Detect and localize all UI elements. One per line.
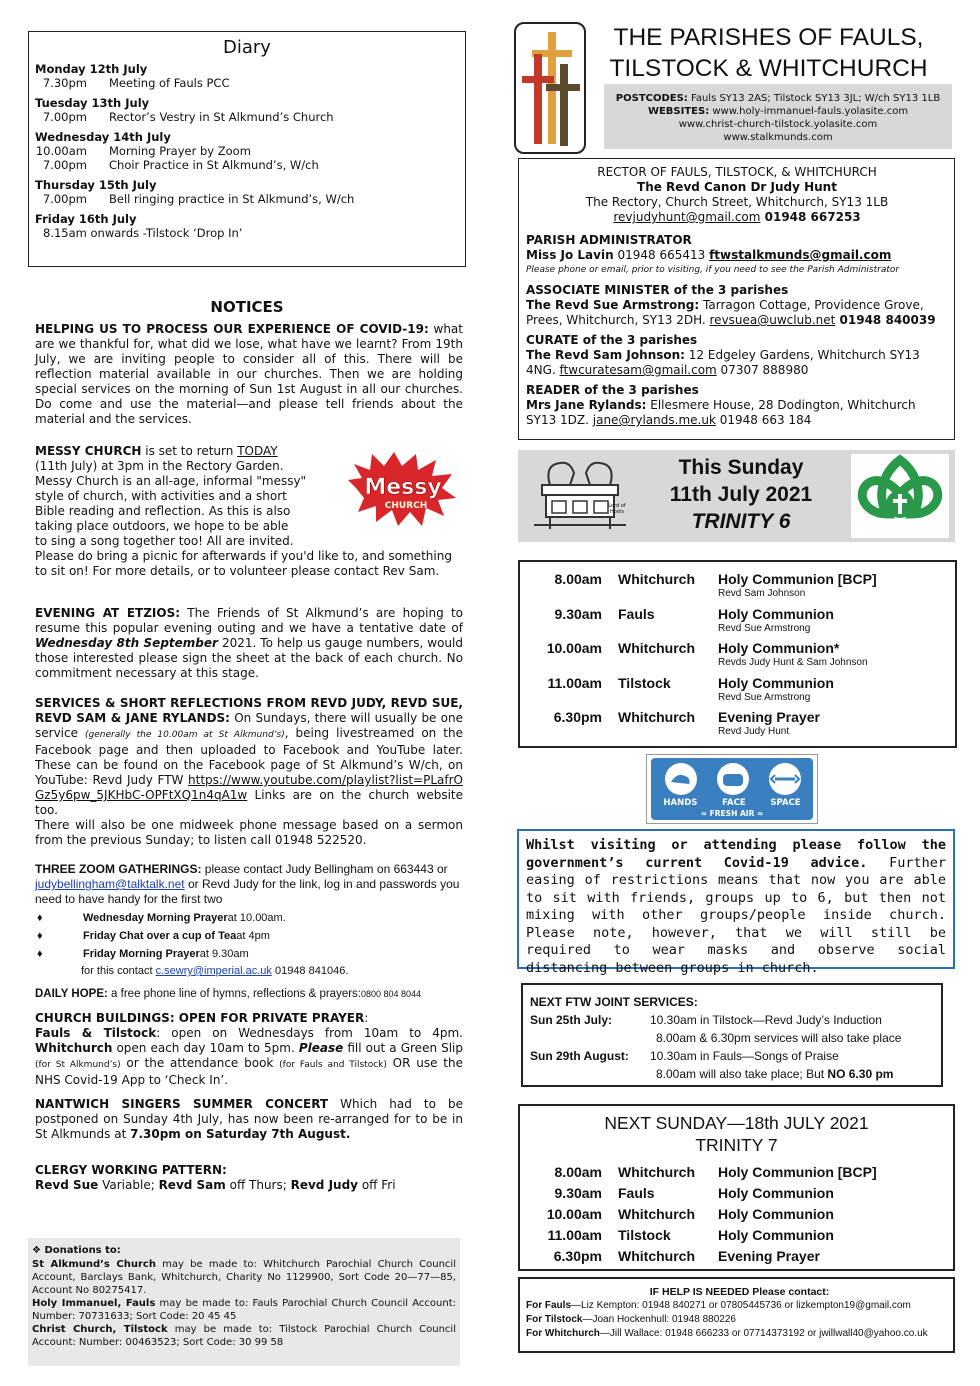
zoom-text-b: or Revd Judy for the link, log in and passwords you need to have handy for the first two (35, 877, 460, 906)
buildings-small-2: (for Fauls and Tilstock) (279, 1060, 387, 1070)
covid-advice-bold: Whilst visiting or attending please follow the government’s current Covid-19 advice. (526, 837, 946, 871)
donation-text: may be made to: Whitchurch Parochial Church Council Account, Barclays Bank, Whitchurch, Charity No 1129900, Sort Code 20—77—85, Account No 80275417. (32, 1259, 456, 1296)
zoom-text-a: please contact Judy Bellingham on 663443 or (201, 862, 448, 876)
zoom-item-rest: at 9.30am (199, 948, 249, 960)
joint-line-2: 8.00am will also take place; But (656, 1067, 828, 1081)
website-stalkmunds[interactable]: www.stalkmunds.com (723, 132, 833, 143)
diary-day (35, 212, 465, 240)
admin-block (526, 233, 948, 278)
donation-item (32, 1258, 456, 1297)
hfs-hands: HANDS (663, 798, 698, 808)
next-service-name: Holy Communion [BCP] (718, 1164, 877, 1180)
hfs-fresh-air: FRESH AIR (709, 809, 755, 818)
admin-name: Miss Jo Lavin (526, 248, 614, 262)
header-info-box (604, 84, 952, 149)
service-name: Holy Communion* (718, 640, 840, 656)
next-sunday-title: NEXT SUNDAY—18th JULY 2021 (604, 1113, 869, 1133)
service-row (520, 709, 955, 738)
service-place: Whitchurch (618, 571, 695, 587)
ark-logo (530, 455, 630, 537)
service-detail (718, 606, 955, 635)
clergy-sue-text: Variable; (98, 1178, 159, 1192)
hfs-labels (651, 798, 813, 808)
associate-email[interactable]: revsuea@uwclub.net (709, 313, 836, 327)
joint-line-2-bold: NO 6.30 pm (827, 1067, 894, 1081)
service-minister: Revd Sue Armstrong (718, 622, 811, 634)
messy-logo-sub: CHURCH (384, 501, 428, 511)
diary-text: Choir Practice in St Alkmund’s, W/ch (109, 158, 319, 172)
buildings-text-c: fill out a Green Slip (343, 1041, 464, 1055)
next-service-place: Fauls (618, 1185, 655, 1201)
joint-date: Sun 29th August: (530, 1049, 629, 1063)
rector-title: RECTOR OF FAULS, TILSTOCK, & WHITCHURCH (597, 165, 877, 179)
reader-address: Ellesmere House, 28 Dodington, Whitchurch SY13 1DZ. (526, 398, 916, 427)
service-minister: Revd Sue Armstrong (718, 691, 811, 703)
zoom-email-link[interactable]: judybellingham@talktalk.net (35, 877, 185, 891)
bullet-icon: ♦ (37, 912, 43, 924)
service-place: Whitchurch (618, 640, 695, 656)
zoom-contact-a: for this contact (81, 965, 156, 977)
next-service-name: Evening Prayer (718, 1248, 820, 1264)
clergy-sam: Revd Sam (158, 1178, 226, 1192)
nantwich-notice (35, 1097, 463, 1142)
next-service-time: 8.00am (554, 1164, 602, 1180)
curate-name: The Revd Sam Johnson: (526, 348, 685, 362)
zoom-item-bold: Friday Morning Prayer (83, 948, 200, 960)
this-sunday-text (646, 454, 836, 535)
diary-time: 10.00am (35, 144, 87, 158)
zoom-item-rest: at 10.00am. (227, 912, 286, 924)
covid-advice-text: Further easing of restrictions means that now you are able to sit with friends, groups up to 6, but then not mixing with other groups/people inside church. Please note, however, that we will still be required to wear masks and observe social distancing between groups in church. (526, 854, 946, 976)
hope-heading: DAILY HOPE: (35, 988, 108, 1000)
zoom-item (35, 927, 463, 945)
help-label: For Fauls (526, 1300, 572, 1311)
rector-block (526, 165, 948, 225)
buildings-text-b: open each day 10am to 5pm. (112, 1041, 299, 1055)
services-box (518, 560, 957, 748)
services-text-a: On Sundays, there will usually be one service (35, 711, 463, 740)
messy-splat-icon (346, 450, 458, 528)
service-time: 11.00am (547, 674, 602, 691)
donations-title: ❖ Donations to: (32, 1245, 121, 1256)
this-sunday-trinity: TRINITY 6 (691, 510, 791, 533)
joint-line-2: 8.00am & 6.30pm services will also take place (656, 1031, 902, 1045)
next-service-row (520, 1206, 955, 1223)
clergy-judy-text: off Fri (358, 1178, 396, 1192)
service-time: 10.00am (546, 640, 602, 656)
zoom-contact (35, 963, 463, 979)
next-sunday-trinity: TRINITY 7 (695, 1135, 778, 1155)
diary-day (35, 178, 465, 206)
reader-email[interactable]: jane@rylands.me.uk (592, 413, 716, 427)
help-text: —Joan Hockenhull: 01948 880226 (582, 1314, 736, 1325)
joint-date: Sun 25th July: (530, 1013, 613, 1027)
help-label: For Whitchurch (526, 1328, 600, 1339)
help-text: —Liz Kempton: 01948 840271 or 07805445736 or lizkempton19@gmail.com (571, 1300, 911, 1311)
diary-text: Morning Prayer by Zoom (109, 144, 251, 158)
ark-icon (530, 455, 630, 537)
clergy-sue: Revd Sue (35, 1178, 99, 1192)
next-sunday-heading (520, 1112, 953, 1156)
donations-list (32, 1258, 456, 1349)
messy-today: TODAY (237, 444, 278, 458)
diary-day (35, 96, 465, 124)
bullet-icon: ♦ (37, 948, 43, 960)
service-detail (718, 640, 955, 669)
curate-block (526, 333, 948, 378)
zoom-item (35, 909, 463, 927)
help-text: —Jill Wallace: 01948 666233 or 07714373192 or jwillwall40@yahoo.co.uk (599, 1328, 928, 1339)
covid-advice-box (517, 829, 955, 976)
diary-entry (35, 76, 465, 90)
messy-line: Messy Church is an all-age, informal "messy" (35, 474, 307, 488)
diary-day-title: Thursday 15th July (35, 178, 157, 192)
associate-block (526, 283, 948, 328)
help-row (526, 1327, 953, 1341)
associate-phone: 01948 840039 (835, 313, 936, 327)
buildings-whitchurch: Whitchurch (35, 1041, 113, 1055)
zoom-list (35, 909, 463, 963)
joint-row (530, 1011, 941, 1029)
notices-title: NOTICES (210, 298, 284, 316)
service-row (520, 640, 955, 669)
next-service-place: Whitchurch (618, 1206, 695, 1222)
diary-text: Meeting of Fauls PCC (109, 76, 230, 90)
joint-services-box (521, 983, 943, 1087)
next-service-name: Holy Communion (718, 1227, 834, 1243)
joint-line-1: 10.30am in Fauls—Songs of Praise (650, 1049, 839, 1063)
hfs-panel (651, 758, 813, 820)
this-sunday-banner (518, 450, 955, 542)
buildings-text-a: : open on Wednesdays from 10am to 4pm. (156, 1026, 464, 1040)
service-place: Fauls (618, 605, 655, 622)
etzios-text-a: The Friends of St Alkmund’s are hoping to resume this popular evening outing and we have a tentative date of (35, 606, 463, 635)
donation-text: may be made to: Fauls Parochial Church Council Account: Number: 70731633; Sort Code: 20 45 45 (32, 1298, 456, 1322)
diary-text: Bell ringing practice in St Alkmund’s, W/ch (109, 192, 355, 206)
curate-title: CURATE of the 3 parishes (526, 333, 698, 347)
zoom-item-rest: at 4pm (236, 930, 270, 942)
rector-phone: 01948 667253 (760, 210, 861, 224)
help-title: IF HELP IS NEEDED Please contact: (649, 1286, 830, 1298)
donation-text: may be made to: Tilstock Parochial Church Council Account: Number: 00463523; Sort Code: 30 99 58 (32, 1324, 456, 1348)
next-service-place: Whitchurch (618, 1164, 695, 1180)
messy-line: style of church, with activities and a short (35, 489, 287, 503)
etzios-heading: EVENING AT ETZIOS: (35, 606, 181, 620)
donation-name: Christ Church, Tilstock (32, 1324, 168, 1335)
covid-text: what are we thankful for, what did we lose, what have we learnt? From 19th July, we are inviting people to consider all of this. There will be reflection material available in our churches. Then we are holding special services on the morning of Sun 1st August in all our churches. Do come and use the material—and please tell friends about the material and the services. (35, 322, 463, 426)
youtube-link[interactable]: https://www.youtube.com/playlist?list=PLafrOGz5y6pw_5JKHbC-OPFtXQ1n4qA1w (35, 773, 463, 802)
reader-block (526, 383, 948, 428)
daily-hope-notice (35, 988, 475, 1000)
clergy-judy: Revd Judy (290, 1178, 358, 1192)
parish-title (596, 22, 941, 84)
messy-church-logo (346, 450, 458, 528)
messy-line: (11th July) at 3pm in the Rectory Garden. (35, 459, 284, 473)
messy-line: to sing a song together too! All are invited. (35, 534, 294, 548)
hfs-fresh (651, 809, 813, 818)
associate-title: ASSOCIATE MINISTER of the 3 parishes (526, 283, 789, 297)
diary-text: Rector’s Vestry in St Alkmund’s Church (109, 110, 334, 124)
clergy-heading: CLERGY WORKING PATTERN: (35, 1163, 227, 1177)
help-row (526, 1313, 953, 1327)
nantwich-text-a: Which had to be postponed on Sunday 4th July, has now been re-arranged for to be in St Alkmunds at (35, 1097, 464, 1141)
joint-list (530, 1011, 941, 1083)
donation-name: Holy Immanuel, Fauls (32, 1298, 156, 1309)
messy-pre: is set to return (141, 444, 238, 458)
service-minister: Revd Judy Hunt (718, 726, 790, 737)
admin-phone: 01948 665413 (613, 248, 710, 262)
next-service-name: Holy Communion (718, 1185, 834, 1201)
buildings-heading: CHURCH BUILDINGS: OPEN FOR PRIVATE PRAYER (35, 1011, 365, 1025)
joint-row-2 (530, 1029, 941, 1047)
etzios-text-b: 2021. To help us gauge numbers, would those interested please sign the sheet at the back of each church. No commitment necessary at this stage. (35, 636, 463, 680)
zoom-item-bold: Friday Chat over a cup of Tea (83, 930, 237, 942)
trinity-knot-icon (851, 454, 949, 538)
hands-face-space-sign (646, 754, 818, 824)
covid-heading: HELPING US TO PROCESS OUR EXPERIENCE OF COVID-19: (35, 322, 429, 336)
service-name: Holy Communion (718, 605, 834, 622)
service-minister: Revds Judy Hunt & Sam Johnson (718, 657, 868, 668)
diary-time: 7.30pm (42, 76, 87, 90)
service-minister: Revd Sam Johnson (718, 588, 806, 599)
joint-title: NEXT FTW JOINT SERVICES: (530, 995, 698, 1009)
diary-time: 8.15am onwards -Tilstock ‘Drop In’ (43, 226, 243, 240)
this-sunday-label: This Sunday (678, 456, 804, 479)
admin-email[interactable]: ftwstalkmunds@gmail.com (709, 248, 892, 262)
service-place: Whitchurch (618, 709, 695, 725)
service-time: 9.30am (554, 605, 602, 622)
associate-address: Tarragon Cottage, Providence Grove, Prees, Whitchurch, SY13 2DH. (526, 298, 924, 327)
diary-day-title: Tuesday 13th July (35, 96, 150, 110)
service-name: Holy Communion (718, 674, 834, 691)
diary-day (35, 62, 465, 90)
buildings-please: Please (298, 1041, 344, 1055)
service-detail (718, 675, 955, 704)
diary-entry (35, 192, 465, 206)
help-box (518, 1277, 955, 1353)
help-row (526, 1299, 953, 1313)
zoom-item-bold: Wednesday Morning Prayer (83, 912, 228, 924)
messy-tail: Please do bring a picnic for afterwards if you'd like to, and something to sit on! For more details, or to volunteer please contact Rev Sam. (35, 549, 452, 578)
hfs-space: SPACE (770, 798, 801, 808)
donations-box (28, 1238, 460, 1366)
service-name: Evening Prayer (718, 709, 820, 725)
this-sunday-date: 11th July 2021 (669, 483, 813, 506)
services-heading: SERVICES & SHORT REFLECTIONS FROM REVD JUDY, REVD SUE, REVD SAM & JANE RYLANDS: (35, 696, 463, 725)
buildings-text-d: or the attendance book (120, 1056, 280, 1070)
clergy-sam-text: off Thurs; (225, 1178, 291, 1192)
help-list (526, 1299, 953, 1341)
services-text-d: There will also be one midweek phone message based on a sermon from the previous Sunday; to listen call 01948 522520. (35, 818, 463, 847)
diary-list (29, 58, 465, 240)
diary-entry (35, 144, 465, 158)
reader-phone: 01948 663 184 (715, 413, 812, 427)
website-tilstock[interactable]: www.christ-church-tilstock.yolasite.com (678, 119, 878, 130)
buildings-text-e: OR use the NHS Covid-19 App to ‘Check In’. (35, 1056, 463, 1087)
curate-address: 12 Edgeley Gardens, Whitchurch SY13 4NG. (526, 348, 920, 377)
services-small: (generally the 10.00am at St Alkmund’s) (85, 730, 285, 740)
buildings-colon: : (364, 1011, 369, 1025)
messy-line: Bible reading and reflection. As this is also (35, 504, 291, 518)
postcodes-label: POSTCODES: (615, 93, 688, 104)
next-service-place: Tilstock (618, 1227, 671, 1243)
buildings-small-1: (for St Alkmund’s) (35, 1060, 121, 1070)
websites-label: WEBSITES: (647, 106, 710, 117)
associate-name: The Revd Sue Armstrong: (526, 298, 700, 312)
service-place: Tilstock (618, 674, 671, 691)
help-label: For Tilstock (526, 1314, 583, 1325)
diary-day (35, 130, 465, 172)
nantwich-text-b: 7.30pm on Saturday 7th August. (130, 1127, 351, 1141)
three-crosses-icon (516, 24, 584, 152)
service-detail (718, 709, 955, 738)
reader-title: READER of the 3 parishes (526, 383, 699, 397)
hope-number: 0800 804 8044 (361, 989, 422, 999)
ark-logo-text: Lord of Hosts (608, 503, 626, 515)
next-service-time: 10.00am (546, 1206, 602, 1222)
diary-time: 7.00pm (42, 110, 87, 124)
next-sunday-box (518, 1104, 955, 1271)
next-service-place: Whitchurch (618, 1248, 695, 1264)
etzios-notice (35, 606, 463, 681)
donation-item (32, 1323, 456, 1349)
rector-email[interactable]: revjudyhunt@gmail.com (613, 210, 761, 224)
admin-title: PARISH ADMINISTRATOR (526, 233, 692, 247)
next-service-row (520, 1227, 955, 1244)
next-service-row (520, 1164, 955, 1181)
trinity-logo (851, 454, 949, 538)
next-service-time: 9.30am (554, 1185, 602, 1201)
diary-time: 7.00pm (42, 158, 87, 172)
donation-item (32, 1297, 456, 1323)
diary-day-title: Monday 12th July (35, 62, 148, 76)
joint-row-2 (530, 1065, 941, 1083)
zoom-notice (35, 862, 463, 979)
joint-line-1: 10.30am in Tilstock—Revd Judy’s Induction (650, 1013, 882, 1027)
clergy-notice (35, 1163, 463, 1193)
bullet-icon: ♦ (37, 930, 43, 942)
service-row (520, 606, 955, 635)
rector-address: The Rectory, Church Street, Whitchurch, SY13 1LB (585, 195, 889, 209)
admin-note: Please phone or email, prior to visiting, if you need to see the Parish Administrator (526, 265, 900, 275)
zoom-contact-email[interactable]: c.sewry@imperial.ac.uk (155, 965, 272, 977)
hfs-face: FACE (722, 798, 746, 808)
diary-entry (35, 110, 465, 124)
messy-heading: MESSY CHURCH (35, 444, 142, 458)
service-row (520, 571, 955, 600)
diary-day-title: Friday 16th July (35, 212, 137, 226)
rector-name: The Revd Canon Dr Judy Hunt (637, 180, 837, 194)
buildings-fauls: Fauls & Tilstock (35, 1026, 157, 1040)
nantwich-heading: NANTWICH SINGERS SUMMER CONCERT (35, 1097, 329, 1111)
diary-day-title: Wednesday 14th July (35, 130, 171, 144)
service-detail (718, 571, 955, 600)
zoom-item (35, 945, 463, 963)
diary-time: 7.00pm (42, 192, 87, 206)
diary-title: Diary (223, 37, 271, 58)
parish-logo (514, 22, 586, 154)
services-text-c: Links are on the church website too. (35, 788, 463, 817)
etzios-date: Wednesday 8th September (35, 636, 218, 650)
title-line-2: TILSTOCK & WHITCHURCH (609, 55, 928, 82)
next-service-row (520, 1248, 955, 1265)
services-text-b: , being livestreamed on the Facebook page and then uploaded to Facebook and YouTube later. These can be found on the Facebook page of St Alkmund’s W/ch, on YouTube: Revd Judy FTW (35, 726, 463, 787)
service-time: 8.00am (554, 571, 602, 587)
hope-text: a free phone line of hymns, reflections & prayers: (107, 988, 361, 1000)
zoom-contact-b: 01948 841046. (271, 965, 349, 977)
curate-email[interactable]: ftwcuratesam@gmail.com (559, 363, 717, 377)
next-service-row (520, 1185, 955, 1202)
service-time: 6.30pm (553, 709, 602, 725)
zoom-heading: THREE ZOOM GATHERINGS: (35, 862, 202, 876)
postcodes: Fauls SY13 2AS; Tilstock SY13 3JL; W/ch SY13 1LB (687, 93, 941, 104)
next-service-time: 11.00am (547, 1227, 602, 1243)
donation-name: St Alkmund’s Church (32, 1259, 156, 1270)
next-service-time: 6.30pm (553, 1248, 602, 1264)
hfs-icons (663, 762, 803, 798)
wave-icon-2: ≈ (754, 809, 764, 818)
services-notice (35, 696, 463, 848)
diary-box (28, 31, 466, 267)
title-line-1: THE PARISHES OF FAULS, (613, 24, 924, 51)
service-row (520, 675, 955, 704)
covid-notice (35, 322, 463, 427)
messy-line: taking place outdoors, we hope to be able (35, 519, 289, 533)
website-fauls[interactable]: www.holy-immanuel-fauls.yolasite.com (709, 106, 909, 117)
buildings-notice (35, 1011, 463, 1088)
next-service-name: Holy Communion (718, 1206, 834, 1222)
curate-phone: 07307 888980 (716, 363, 809, 377)
reader-name: Mrs Jane Rylands: (526, 398, 647, 412)
service-name: Holy Communion [BCP] (718, 571, 877, 587)
contacts-box (518, 158, 955, 440)
diary-entry (35, 158, 465, 172)
wave-icon: ≈ (700, 809, 710, 818)
joint-row (530, 1047, 941, 1065)
diary-entry (35, 226, 465, 240)
messy-logo-text: Messy (364, 475, 442, 500)
